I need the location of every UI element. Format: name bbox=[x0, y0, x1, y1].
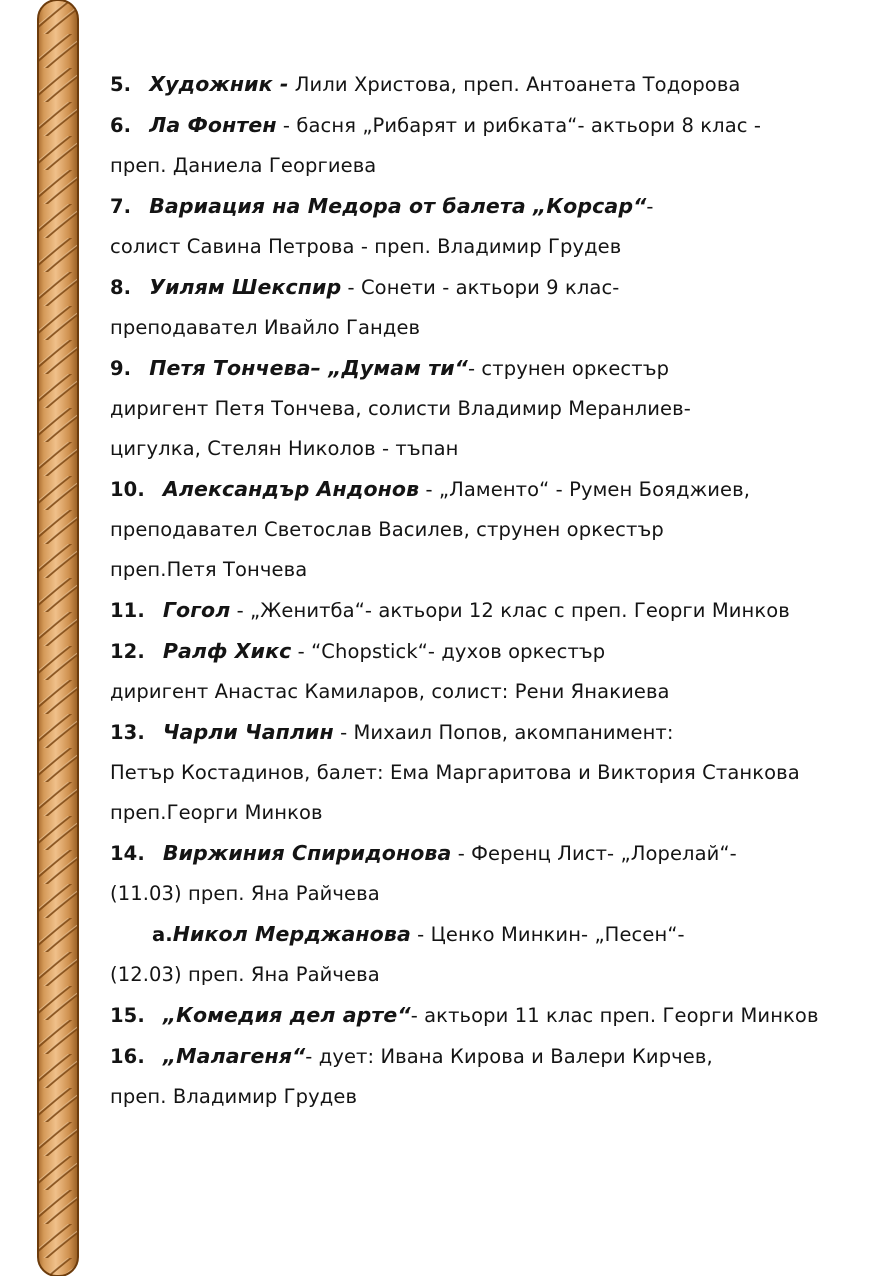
program-item-text: Лили Христова, преп. Антоанета Тодорова bbox=[288, 73, 741, 96]
program-item-headline bbox=[110, 631, 870, 672]
program-item-title: „Малагеня“ bbox=[162, 1044, 306, 1068]
program-item-title: Гогол bbox=[162, 598, 231, 622]
rope-border-decoration bbox=[36, 0, 80, 1276]
program-item-text: - актьори 11 клас преп. Георги Минков bbox=[410, 1004, 819, 1027]
program-item-text: - “Chopstick“- духов оркестър bbox=[291, 640, 606, 663]
program-item-number: 16. bbox=[110, 1045, 145, 1068]
program-item-title: Виржиния Спиридонова bbox=[162, 841, 452, 865]
program-item-text: - дует: Ивана Кирова и Валери Кирчев, bbox=[305, 1045, 713, 1068]
program-item-continuation bbox=[110, 227, 870, 267]
program-item-text: (11.03) преп. Яна Райчева bbox=[110, 882, 380, 905]
program-item bbox=[110, 631, 870, 712]
program-item bbox=[110, 348, 870, 469]
program-item-text: преподавател Светослав Василев, струнен оркестър bbox=[110, 518, 664, 541]
program-item bbox=[110, 914, 870, 995]
program-item-text: - „Женитба“- актьори 12 клас с преп. Георги Минков bbox=[230, 599, 790, 622]
program-item-text: - Ференц Лист- „Лорелай“- bbox=[451, 842, 737, 865]
program-item-text: преп. Даниела Георгиева bbox=[110, 154, 377, 177]
program-item-text: - Сонети - актьори 9 клас- bbox=[341, 276, 620, 299]
program-item-continuation bbox=[110, 955, 870, 995]
program-item-text: - bbox=[646, 195, 654, 218]
program-item-title: Вариация на Медора от балета „Корсар“ bbox=[149, 194, 647, 218]
program-item bbox=[110, 590, 870, 631]
program-item-headline bbox=[110, 712, 870, 753]
program-item-headline bbox=[110, 348, 870, 389]
program-item-headline bbox=[110, 1036, 870, 1077]
program-item-headline bbox=[110, 267, 870, 308]
program-item-text: преп.Петя Тончева bbox=[110, 558, 308, 581]
program-item-number: 13. bbox=[110, 721, 145, 744]
document-body bbox=[110, 0, 870, 1276]
program-item-number: 10. bbox=[110, 478, 145, 501]
program-item-text: цигулка, Стелян Николов - тъпан bbox=[110, 437, 459, 460]
program-item bbox=[110, 64, 870, 105]
rope-icon bbox=[36, 0, 80, 1276]
program-item-number: 14. bbox=[110, 842, 145, 865]
program-item-number: 5. bbox=[110, 73, 132, 96]
program-item-text: - „Ламенто“ - Румен Бояджиев, bbox=[419, 478, 751, 501]
program-item-title: „Комедия дел арте“ bbox=[162, 1003, 411, 1027]
program-item-text: преп.Георги Минков bbox=[110, 801, 323, 824]
program-item-title: Никол Мерджанова bbox=[172, 922, 411, 946]
program-item-number: 6. bbox=[110, 114, 132, 137]
program-item-title: Петя Тончева– „Думам ти“ bbox=[149, 356, 468, 380]
program-item-text: солист Савина Петрова - преп. Владимир Грудев bbox=[110, 235, 622, 258]
program-item-title: Ла Фонтен bbox=[149, 113, 277, 137]
program-item-headline bbox=[110, 186, 870, 227]
program-item-headline bbox=[110, 914, 870, 955]
program-item bbox=[110, 1036, 870, 1117]
program-item-title: Ралф Хикс bbox=[162, 639, 292, 663]
program-item-title: Уилям Шекспир bbox=[149, 275, 342, 299]
program-list bbox=[110, 0, 870, 1117]
program-item-continuation bbox=[110, 146, 870, 186]
program-item-continuation bbox=[110, 510, 870, 550]
program-item-title: Александър Андонов bbox=[162, 477, 420, 501]
program-item-continuation bbox=[110, 672, 870, 712]
program-item-continuation bbox=[110, 308, 870, 348]
program-item-text: преп. Владимир Грудев bbox=[110, 1085, 358, 1108]
program-item-number: 7. bbox=[110, 195, 132, 218]
program-item-text: - басня „Рибарят и рибката“- актьори 8 клас - bbox=[276, 114, 762, 137]
program-item-continuation bbox=[110, 874, 870, 914]
program-item bbox=[110, 833, 870, 914]
program-item-number: 12. bbox=[110, 640, 145, 663]
program-item-text: преподавател Ивайло Гандев bbox=[110, 316, 421, 339]
program-item-headline bbox=[110, 995, 870, 1036]
program-item-continuation bbox=[110, 389, 870, 429]
program-item-headline bbox=[110, 64, 870, 105]
program-item-number: 15. bbox=[110, 1004, 145, 1027]
program-item bbox=[110, 995, 870, 1036]
program-item-title: Художник - bbox=[149, 72, 289, 96]
program-item bbox=[110, 105, 870, 186]
program-item bbox=[110, 267, 870, 348]
program-item-number: 9. bbox=[110, 357, 132, 380]
program-item-text: - струнен оркестър bbox=[468, 357, 670, 380]
program-item-number: а. bbox=[152, 923, 173, 946]
program-item-text: - Михаил Попов, акомпанимент: bbox=[333, 721, 674, 744]
program-item-text: - Ценко Минкин- „Песен“- bbox=[410, 923, 685, 946]
program-item-number: 11. bbox=[110, 599, 145, 622]
program-item-continuation bbox=[110, 429, 870, 469]
program-item-text: диригент Петя Тончева, солисти Владимир Меранлиев- bbox=[110, 397, 691, 420]
program-item-title: Чарли Чаплин bbox=[162, 720, 334, 744]
program-item-continuation bbox=[110, 753, 870, 793]
program-item bbox=[110, 186, 870, 267]
program-item-text: диригент Анастас Камиларов, солист: Рени Янакиева bbox=[110, 680, 670, 703]
program-item-headline bbox=[110, 833, 870, 874]
program-item-text: (12.03) преп. Яна Райчева bbox=[110, 963, 380, 986]
program-item-continuation bbox=[110, 1077, 870, 1117]
program-item-continuation bbox=[110, 550, 870, 590]
program-item-headline bbox=[110, 469, 870, 510]
program-item-headline bbox=[110, 590, 870, 631]
program-item-text: Петър Костадинов, балет: Ема Маргаритова и Виктория Станкова bbox=[110, 761, 800, 784]
program-item-continuation bbox=[110, 793, 870, 833]
program-item-number: 8. bbox=[110, 276, 132, 299]
program-item bbox=[110, 712, 870, 833]
program-item bbox=[110, 469, 870, 590]
program-item-headline bbox=[110, 105, 870, 146]
